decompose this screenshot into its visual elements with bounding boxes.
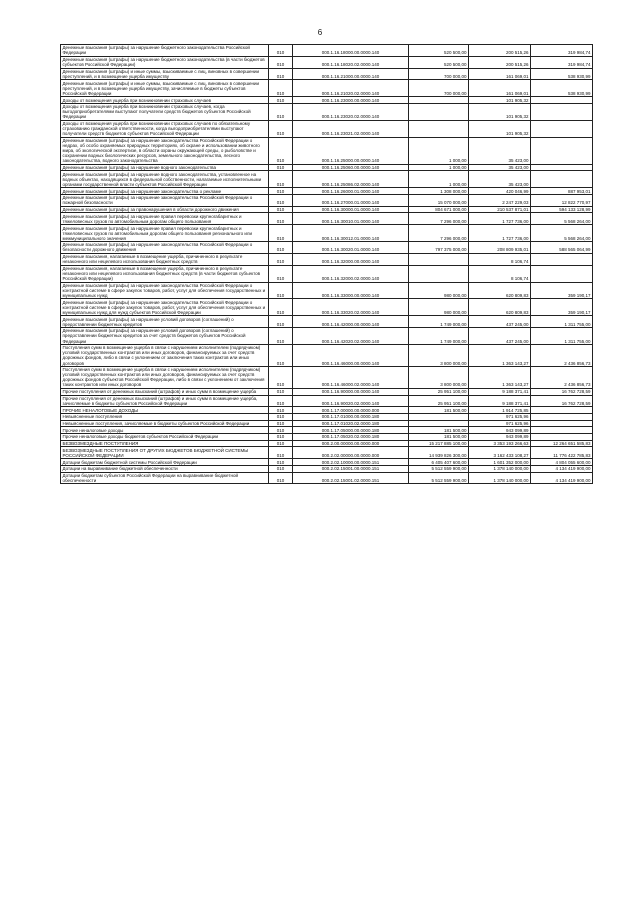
row-executed: 1 363 143,27 [469,366,531,388]
row-kbk: 000.1.16.27000.01.0000.140 [293,194,409,206]
table-row [61,194,593,206]
row-kbk: 000.1.16.25000.00.0000.140 [293,137,409,164]
table-row [61,171,593,188]
row-kbk: 000.1.16.23021.02.0000.140 [293,120,409,137]
table-row [61,253,593,265]
row-remaining [531,97,593,104]
row-remaining: 5 568 264,00 [531,225,593,242]
row-executed: 101 905,32 [469,97,531,104]
row-approved: 14 939 826 300,00 [409,447,469,459]
row-remaining [531,414,593,421]
table-row [61,56,593,68]
row-kbk: 000.1.16.42000.00.0000.140 [293,316,409,328]
table-row [61,120,593,137]
row-name: ПРОЧИЕ НЕНАЛОГОВЫЕ ДОХОДЫ [61,407,269,414]
row-approved [409,103,469,120]
row-code: 010 [269,253,293,265]
row-executed: 620 809,83 [469,299,531,316]
row-approved: 980 000,00 [409,282,469,299]
row-executed: 943 099,89 [469,427,531,434]
row-executed: 1 727 736,00 [469,213,531,225]
row-code: 010 [269,56,293,68]
row-remaining [531,253,593,265]
row-code: 010 [269,188,293,195]
row-name: Денежные взыскания (штрафы) и иные суммы, взыскиваемые с лиц, виновных в совершении преступлений, и в возмещение ущерба имуществу [61,68,269,80]
row-executed: 161 069,01 [469,68,531,80]
table-row [61,213,593,225]
row-remaining: 4 134 419 900,00 [531,465,593,472]
table-row [61,68,593,80]
row-remaining: 538 930,99 [531,80,593,97]
row-remaining [531,427,593,434]
row-code: 010 [269,366,293,388]
row-remaining: 1 311 755,00 [531,316,593,328]
row-executed: 971 625,96 [469,420,531,427]
row-executed: 35 423,00 [469,164,531,171]
row-kbk: 000.1.16.30010.01.0000.140 [293,213,409,225]
row-remaining: 887 953,01 [531,188,593,195]
row-name: Денежные взыскания, налагаемые в возмещение ущерба, причиненного в результате незаконного или нецелевого использования бюджетных средств [61,253,269,265]
row-kbk: 000.1.16.21020.02.0000.140 [293,80,409,97]
row-name: Денежные взыскания (штрафы) за нарушение условий договоров (соглашений) о предоставлении бюджетных кредитов за счет средств бюджетов субъектов Российской Федерации [61,328,269,345]
row-code: 010 [269,213,293,225]
row-code: 010 [269,414,293,421]
row-approved [409,265,469,282]
table-row [61,395,593,407]
table-row [61,407,593,414]
row-approved [409,420,469,427]
row-name: Денежные взыскания (штрафы) за нарушение законодательства Российской Федерации о контрактной системе в сфере закупок товаров, работ, услуг для обеспечения государственных и муниципальных нужд [61,282,269,299]
row-approved: 5 512 559 900,00 [409,465,469,472]
row-kbk: 000.1.16.21000.00.0000.140 [293,68,409,80]
row-executed: 9 188 371,41 [469,388,531,395]
row-kbk: 000.1.16.30020.01.0000.140 [293,242,409,254]
row-approved: 1 749 000,00 [409,316,469,328]
row-code: 010 [269,45,293,57]
row-code: 010 [269,206,293,213]
row-name: Денежные взыскания (штрафы) за нарушение законодательства Российской Федерации о контрактной системе в сфере закупок товаров, работ, услуг для обеспечения государственных и муниципальных нужд для нужд субъектов Российской Федерации [61,299,269,316]
row-code: 010 [269,242,293,254]
row-remaining [531,120,593,137]
row-executed: 35 423,00 [469,171,531,188]
row-remaining: 594 133 128,99 [531,206,593,213]
row-approved: 181 500,00 [409,407,469,414]
table-row [61,80,593,97]
row-remaining: 1 311 755,00 [531,328,593,345]
row-approved: 700 000,00 [409,80,469,97]
row-kbk: 000.1.16.25086.02.0000.140 [293,171,409,188]
row-approved: 181 500,00 [409,434,469,441]
row-kbk: 000.1.16.30000.01.0000.140 [293,206,409,213]
row-kbk: 000.2.02.10000.00.0000.151 [293,459,409,466]
row-approved: 804 671 000,00 [409,206,469,213]
table-row [61,472,593,484]
row-code: 010 [269,316,293,328]
row-name: Денежные взыскания (штрафы) за нарушение условий договоров (соглашений) о предоставлении бюджетных кредитов [61,316,269,328]
row-kbk: 000.1.16.46000.02.0000.140 [293,366,409,388]
row-kbk: 000.1.16.33000.00.0000.140 [293,282,409,299]
row-remaining [531,137,593,164]
row-name: Поступления сумм в возмещение ущерба в связи с нарушением исполнителем (подрядчиком) условий государственных контрактов или иных договоров, финансируемых за счет средств дорожных фондов, либо в связи с уклонением от заключения таких контрактов или иных договоров [61,344,269,366]
row-name: Невыясненные поступления, зачисляемые в бюджеты субъектов Российской Федерации [61,420,269,427]
row-approved: 3 800 000,00 [409,366,469,388]
row-kbk: 000.2.00.00000.00.0000.000 [293,440,409,447]
row-name: БЕЗВОЗМЕЗДНЫЕ ПОСТУПЛЕНИЯ ОТ ДРУГИХ БЮДЖЕТОВ БЮДЖЕТНОЙ СИСТЕМЫ РОССИЙСКОЙ ФЕДЕРАЦИИ [61,447,269,459]
row-executed: 8 106,74 [469,265,531,282]
table-row [61,447,593,459]
row-code: 010 [269,97,293,104]
row-remaining: 16 762 728,59 [531,395,593,407]
table-row [61,366,593,388]
row-approved: 3 800 000,00 [409,344,469,366]
income-execution-table [60,44,593,484]
row-approved [409,120,469,137]
row-approved: 15 070 000,00 [409,194,469,206]
row-remaining [531,434,593,441]
row-name: Денежные взыскания (штрафы) за нарушение правил перевозки крупногабаритных и тяжеловесных грузов по автомобильным дорогам общего пользования [61,213,269,225]
row-remaining: 588 565 064,99 [531,242,593,254]
row-remaining: 2 436 856,73 [531,344,593,366]
row-name: Денежные взыскания (штрафы) за нарушение бюджетного законодательства Российской Федерации [61,45,269,57]
row-approved [409,97,469,104]
row-executed: 971 625,96 [469,414,531,421]
row-executed: 1 601 352 000,00 [469,459,531,466]
row-approved: 7 296 000,00 [409,225,469,242]
row-name: Денежные взыскания (штрафы) за нарушение законодательства о рекламе [61,188,269,195]
row-executed: 437 245,00 [469,328,531,345]
row-kbk: 000.2.02.15001.00.0000.151 [293,465,409,472]
row-approved: 700 000,00 [409,68,469,80]
row-remaining: 11 776 422 785,83 [531,447,593,459]
row-name: Дотации на выравнивание бюджетной обеспеченности [61,465,269,472]
row-executed: 101 905,32 [469,103,531,120]
row-name: Дотации бюджетам бюджетной системы Российской Федерации [61,459,269,466]
row-approved: 1 000,00 [409,171,469,188]
row-name: Денежные взыскания, налагаемые в возмещение ущерба, причиненного в результате незаконного или нецелевого использования бюджетных средств (в части бюджетов субъектов Российской Федерации) [61,265,269,282]
row-remaining: 4 134 419 900,00 [531,472,593,484]
row-executed: 200 515,26 [469,45,531,57]
row-approved: 520 500,00 [409,45,469,57]
row-kbk: 000.1.16.26000.01.0000.140 [293,188,409,195]
row-executed: 3 162 433 108,27 [469,447,531,459]
row-code: 010 [269,420,293,427]
row-kbk: 000.1.16.32000.00.0000.140 [293,253,409,265]
row-kbk: 000.2.02.15001.02.0000.151 [293,472,409,484]
row-name: Прочие поступления от денежных взысканий (штрафов) и иных сумм в возмещение ущерба [61,388,269,395]
row-remaining: 12 822 770,97 [531,194,593,206]
row-code: 010 [269,265,293,282]
row-kbk: 000.1.16.90020.02.0000.140 [293,395,409,407]
row-approved: 5 512 559 900,00 [409,472,469,484]
table-row [61,45,593,57]
row-executed: 200 515,26 [469,56,531,68]
row-approved: 1 749 000,00 [409,328,469,345]
row-approved: 25 951 100,00 [409,395,469,407]
row-remaining [531,420,593,427]
row-kbk: 000.1.16.33020.02.0000.140 [293,299,409,316]
table-row [61,420,593,427]
row-executed: 437 245,00 [469,316,531,328]
row-executed: 3 353 193 266,63 [469,440,531,447]
table-row [61,225,593,242]
row-kbk: 000.1.16.46000.00.0000.140 [293,344,409,366]
row-code: 010 [269,299,293,316]
table-row [61,440,593,447]
row-approved: 6 405 407 600,00 [409,459,469,466]
row-name: Доходы от возмещения ущерба при возникновении страховых случаев [61,97,269,104]
row-name: Денежные взыскания (штрафы) за нарушение законодательства Российской Федерации о пожарной безопасности [61,194,269,206]
row-kbk: 000.1.17.01020.02.0000.180 [293,420,409,427]
row-approved [409,253,469,265]
page-number: 6 [317,28,323,37]
row-kbk: 000.1.16.23020.02.0000.140 [293,103,409,120]
row-code: 010 [269,120,293,137]
row-kbk: 000.1.16.23000.00.0000.140 [293,97,409,104]
row-code: 010 [269,407,293,414]
table-row [61,164,593,171]
row-executed: 620 809,83 [469,282,531,299]
table-row [61,465,593,472]
row-executed: 8 106,74 [469,253,531,265]
row-name: Денежные взыскания (штрафы) и иные суммы, взыскиваемые с лиц, виновных в совершении преступлений, и в возмещение ущерба имуществу, зачисляемые в бюджеты субъектов Российской Федерации [61,80,269,97]
row-approved: 15 217 885 100,00 [409,440,469,447]
table-row [61,97,593,104]
row-approved: 980 000,00 [409,299,469,316]
row-remaining: 2 436 856,73 [531,366,593,388]
row-code: 010 [269,171,293,188]
row-code: 010 [269,388,293,395]
table-row [61,434,593,441]
table-row [61,103,593,120]
row-kbk: 000.1.16.30012.01.0000.140 [293,225,409,242]
row-code: 010 [269,344,293,366]
row-remaining: 16 762 728,59 [531,388,593,395]
row-code: 010 [269,447,293,459]
row-executed: 1 378 140 000,00 [469,465,531,472]
row-code: 010 [269,68,293,80]
row-code: 010 [269,164,293,171]
row-approved: 797 375 000,00 [409,242,469,254]
row-name: Прочие неналоговые доходы [61,427,269,434]
row-name: Доходы от возмещения ущерба при возникновении страховых случаев, когда выгодоприобретателями выступают получатели средств бюджетов субъектов Российской Федерации [61,103,269,120]
row-name: Денежные взыскания (штрафы) за нарушение водного законодательства, установленное на водных объектах, находящихся в федеральной собственности, налагаемые исполнительными органами государственной власти субъектов Российской Федерации [61,171,269,188]
table-row [61,282,593,299]
row-name: БЕЗВОЗМЕЗДНЫЕ ПОСТУПЛЕНИЯ [61,440,269,447]
row-code: 010 [269,395,293,407]
row-kbk: 000.2.02.00000.00.0000.000 [293,447,409,459]
row-remaining: 359 190,17 [531,299,593,316]
row-name: Доходы от возмещения ущерба при возникновении страховых случаев по обязательному страхованию гражданской ответственности, когда выгодоприобретателями выступают получатели средств бюджетов субъектов Российской Федерации [61,120,269,137]
row-kbk: 000.1.16.32000.02.0000.140 [293,265,409,282]
row-name: Невыясненные поступления [61,414,269,421]
table-row [61,299,593,316]
row-approved: 1 000,00 [409,137,469,164]
row-name: Поступления сумм в возмещение ущерба в связи с нарушением исполнителем (подрядчиком) условий государственных контрактов или иных договоров, финансируемых за счет средств дорожных фондов субъектов Российской Федерации, либо в связи с уклонением от заключения таких контрактов или иных договоров [61,366,269,388]
row-remaining [531,171,593,188]
row-kbk: 000.1.16.18000.00.0000.140 [293,45,409,57]
row-code: 010 [269,440,293,447]
row-kbk: 000.1.16.90000.00.0000.140 [293,388,409,395]
row-kbk: 000.1.16.25060.00.0000.140 [293,164,409,171]
row-name: Прочие неналоговые доходы бюджетов субъектов Российской Федерации [61,434,269,441]
row-executed: 420 046,99 [469,188,531,195]
table-row [61,459,593,466]
table-row [61,427,593,434]
row-executed: 210 537 871,01 [469,206,531,213]
row-approved: 7 296 000,00 [409,213,469,225]
row-remaining: 4 804 055 600,00 [531,459,593,466]
row-code: 010 [269,282,293,299]
row-executed: 1 914 725,85 [469,407,531,414]
row-code: 010 [269,427,293,434]
row-remaining [531,103,593,120]
row-name: Прочие поступления от денежных взысканий (штрафов) и иных сумм в возмещение ущерба, зачисляемые в бюджеты субъектов Российской Федерации [61,395,269,407]
table-row [61,388,593,395]
row-name: Денежные взыскания (штрафы) за нарушение законодательства Российской Федерации о недрах, об особо охраняемых природных территориях, об охране и использовании животного мира, об экологической экспертизе, в области охраны окружающей среды, о рыболовстве и сохранении водных биологических ресурсов, земельного законодательства, лесного законодательства, водного законодательства [61,137,269,164]
row-remaining: 538 930,99 [531,68,593,80]
row-executed: 9 188 371,41 [469,395,531,407]
row-approved: 25 951 100,00 [409,388,469,395]
table-row [61,242,593,254]
row-name: Денежные взыскания (штрафы) за нарушение законодательства Российской Федерации о безопасности дорожного движения [61,242,269,254]
row-remaining [531,164,593,171]
row-executed: 1 378 140 000,00 [469,472,531,484]
row-remaining [531,407,593,414]
row-approved [409,414,469,421]
row-executed: 208 809 935,01 [469,242,531,254]
table-row [61,328,593,345]
table-row [61,206,593,213]
row-code: 010 [269,80,293,97]
row-executed: 1 363 143,27 [469,344,531,366]
row-remaining: 319 984,74 [531,45,593,57]
row-executed: 101 905,32 [469,120,531,137]
row-code: 010 [269,472,293,484]
row-code: 010 [269,137,293,164]
row-kbk: 000.1.17.05020.02.0000.180 [293,434,409,441]
row-executed: 2 247 229,03 [469,194,531,206]
row-kbk: 000.1.17.05000.00.0000.180 [293,427,409,434]
row-executed: 35 423,00 [469,137,531,164]
row-executed: 161 069,01 [469,80,531,97]
table-row [61,137,593,164]
row-name: Денежные взыскания (штрафы) за нарушение бюджетного законодательства (в части бюджетов субъектов Российской Федерации) [61,56,269,68]
row-code: 010 [269,194,293,206]
table-row [61,344,593,366]
row-code: 010 [269,103,293,120]
row-code: 010 [269,225,293,242]
row-code: 010 [269,328,293,345]
row-remaining [531,265,593,282]
row-code: 010 [269,465,293,472]
table-row [61,316,593,328]
row-executed: 943 099,89 [469,434,531,441]
row-remaining: 5 568 264,00 [531,213,593,225]
row-name: Денежные взыскания (штрафы) за нарушение водного законодательства [61,164,269,171]
row-approved: 520 500,00 [409,56,469,68]
row-kbk: 000.1.16.18020.02.0000.140 [293,56,409,68]
table-row [61,265,593,282]
row-executed: 1 727 736,00 [469,225,531,242]
row-kbk: 000.1.16.42020.02.0000.140 [293,328,409,345]
row-remaining: 12 264 651 585,83 [531,440,593,447]
row-remaining: 359 190,17 [531,282,593,299]
row-approved: 181 500,00 [409,427,469,434]
row-name: Денежные взыскания (штрафы) за нарушение правил перевозки крупногабаритных и тяжеловесных грузов по автомобильным дорогам общего пользования регионального или межмуниципального значения [61,225,269,242]
row-remaining: 319 984,74 [531,56,593,68]
table-row [61,414,593,421]
row-approved: 1 308 000,00 [409,188,469,195]
row-code: 010 [269,434,293,441]
row-approved: 1 000,00 [409,164,469,171]
row-kbk: 000.1.17.00000.00.0000.000 [293,407,409,414]
row-kbk: 000.1.17.01000.00.0000.180 [293,414,409,421]
row-code: 010 [269,459,293,466]
row-name: Денежные взыскания (штрафы) за правонарушения в области дорожного движения [61,206,269,213]
table-row [61,188,593,195]
row-name: Дотации бюджетам субъектов Российской Федерации на выравнивание бюджетной обеспеченности [61,472,269,484]
